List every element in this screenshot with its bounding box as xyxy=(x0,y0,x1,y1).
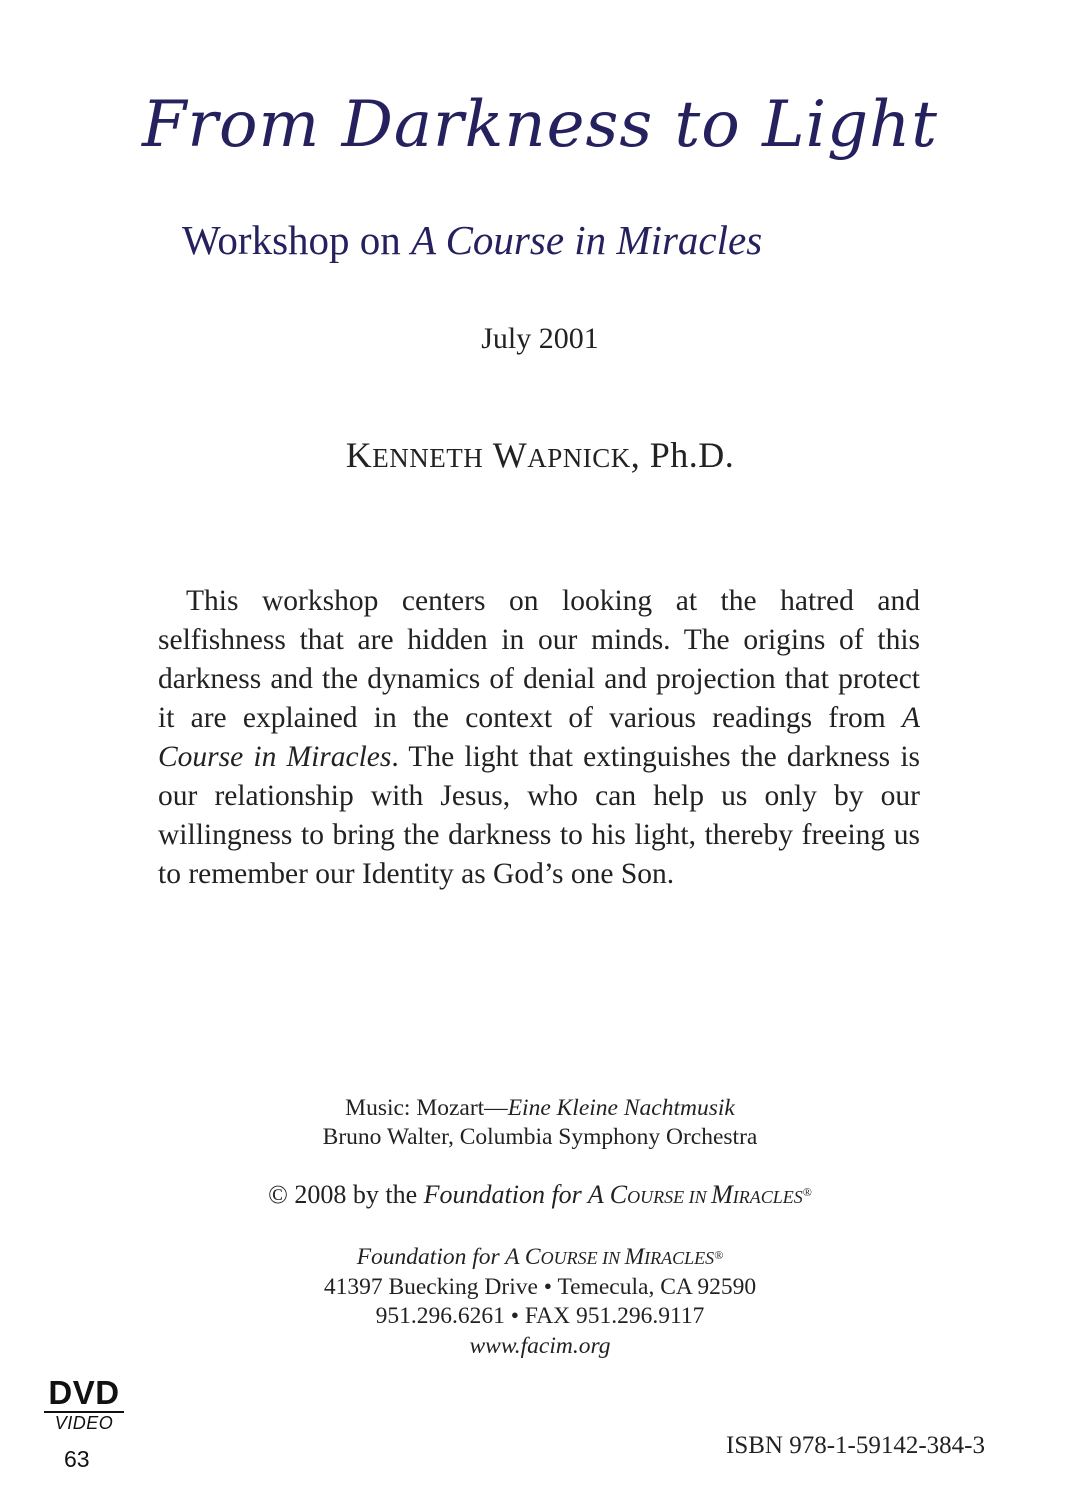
author-first-rest: ENNETH xyxy=(372,443,484,473)
copyright-prefix: © 2008 by the xyxy=(268,1180,424,1209)
music-prefix: Music: Mozart— xyxy=(345,1095,508,1121)
description-part-2: . The light that extinguishes the darkness is our relationship with Jesus, who can help us only by our willingness to bring the darkness to his light, thereby freeing us to remember our Identity as God’s one Son. xyxy=(158,741,920,890)
description-paragraph xyxy=(158,582,920,894)
author-first-initial: K xyxy=(345,435,373,475)
subtitle-prefix: Workshop on xyxy=(182,217,412,263)
copyright-notice xyxy=(0,1180,1080,1212)
publisher-miracles-rest: IRACLES xyxy=(644,1248,715,1268)
performer-credit: Bruno Walter, Columbia Symphony Orchestra xyxy=(322,1124,758,1150)
author-last-initial: W xyxy=(492,435,528,475)
publisher-course-initial: C xyxy=(524,1244,541,1270)
publisher-website: www.facim.org xyxy=(469,1333,611,1359)
author-suffix: , Ph.D. xyxy=(630,435,735,475)
volume-number: 63 xyxy=(64,1446,90,1472)
video-logo-text: VIDEO xyxy=(54,1413,114,1433)
dvd-logo-text: DVD xyxy=(48,1374,120,1411)
cover-title: From Darkness to Light xyxy=(142,88,938,162)
publisher-registered-mark: ® xyxy=(714,1248,724,1262)
publisher-phone: 951.296.6261 • FAX 951.296.9117 xyxy=(375,1303,705,1329)
foundation-prefix: Foundation for A xyxy=(423,1180,610,1209)
isbn-number: ISBN 978-1-59142-384-3 xyxy=(726,1432,986,1459)
workshop-date: July 2001 xyxy=(481,322,599,355)
miracles-initial: M xyxy=(711,1180,733,1209)
description-part-1: This workshop centers on looking at the hatred and selfishness that are hidden in our minds. The origins of this darkness and the dynamics of denial and projection that protect it are explained in the context of various readings from xyxy=(158,585,920,734)
description-book-title: A Course in Miracles xyxy=(158,702,920,773)
music-credit xyxy=(0,1094,1080,1123)
subtitle xyxy=(182,216,762,264)
dvd-video-logo xyxy=(40,1376,128,1433)
publisher-address: 41397 Buecking Drive • Temecula, CA 92590 xyxy=(323,1274,757,1300)
course-initial: C xyxy=(609,1180,628,1209)
author-last-rest: APNICK xyxy=(527,443,631,473)
registered-mark: ® xyxy=(802,1185,812,1199)
course-rest: OURSE IN xyxy=(627,1187,712,1207)
copyright-foundation-name xyxy=(424,1180,803,1209)
miracles-rest: IRACLES xyxy=(732,1187,803,1207)
publisher-miracles-initial: M xyxy=(624,1244,645,1270)
publisher-course-rest: OURSE IN xyxy=(540,1248,625,1268)
subtitle-book-title: A Course in Miracles xyxy=(411,217,763,263)
publisher-prefix: Foundation for A xyxy=(356,1244,525,1270)
music-title: Eine Kleine Nachtmusik xyxy=(507,1095,735,1121)
publisher-name xyxy=(0,1243,1080,1273)
author-name xyxy=(0,434,1080,476)
